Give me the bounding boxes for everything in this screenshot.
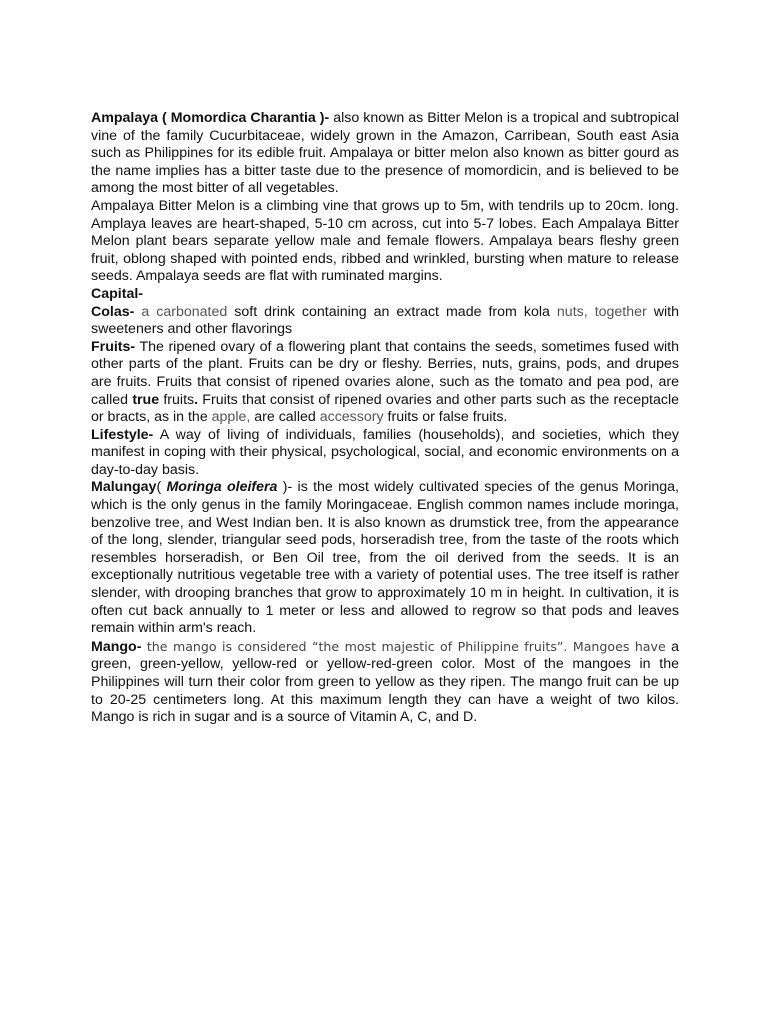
fruits-text-4: are called [250, 409, 320, 426]
entry-ampalaya [91, 110, 679, 198]
entry-colas [91, 304, 679, 339]
malungay-text: )- is the most widely cultivated species of the genus Moringa, which is the only genus in the family Moringaceae. English common names include moringa, benzolive tree, and West Indian ben. It is also known as drumstick tree, from the appearance of the long, slender, triangular seed pods, horseradish tree, from the taste of the roots which resembles horseradish, or Ben Oil tree, from the oil derived from the seeds. It is an exceptionally nutritious vegetable tree with a variety of potential uses. The tree itself is rather slender, with drooping branches that grow to approximately 10 m in height. In cultivation, it is often cut back annually to 1 meter or less and allowed to regrow so that pods and leaves remain within arm's reach. [91, 479, 679, 637]
entry-mango [91, 638, 679, 727]
lifestyle-text: A way of living of individuals, families (households), and societies, which they manifest in coping with their physical, psychological, social, and economic environments on a day-to-day basis. [91, 426, 679, 478]
document-page [91, 110, 679, 727]
malungay-scientific-name: Moringa oleifera [166, 479, 278, 496]
term-malungay: Malungay [91, 479, 157, 496]
fruits-text-3: Fruits that consist of ripened ovaries and other parts such as the receptacle or bracts, as in the [91, 391, 679, 426]
fruits-text-5: fruits or false fruits. [383, 409, 508, 426]
fruits-text: The ripened ovary of a flowering plant that contains the seeds, sometimes fused with other parts of the plant. Fruits can be dry or fleshy. Berries, nuts, grains, pods, and drupes are fruits. Fruits that consist of ripened ovaries alone, such as the tomato and pea pod, are called [91, 338, 679, 408]
fruits-link-apple: apple, [211, 409, 251, 426]
fruits-true: true [132, 391, 160, 408]
entry-fruits [91, 339, 679, 427]
colas-link-nuts: nuts, together [556, 303, 647, 320]
colas-text-end: with sweeteners and other flavorings [91, 303, 680, 338]
mango-text: a green, green-yellow, yellow-red or yellow-red-green color. Most of the mangoes in the Philippines will turn their color from green to yellow as they ripen. The mango fruit can be up to 20-25 centimeters long. At this maximum length they can have a weight of two kilos. Mango is rich in sugar and is a source of Vitamin A, C, and D. [91, 638, 679, 726]
mango-quote-text: the mango is considered “the most majestic of Philippine fruits”. Mangoes have [141, 638, 666, 654]
entry-lifestyle [91, 427, 679, 480]
term-fruits: Fruits- [91, 338, 136, 355]
entry-ampalaya-continued: Ampalaya Bitter Melon is a climbing vine that grows up to 5m, with tendrils up to 20cm. long. Amplaya leaves are heart-shaped, 5-10 cm across, cut into 5-7 lobes. Each Ampalaya Bitter Melon plant bears separate yellow male and female flowers. Ampalaya bears fleshy green fruit, oblong shaped with pointed ends, ribbed and wrinkled, bursting when mature to release seeds. Ampalaya seeds are flat with ruminated margins. [91, 197, 679, 285]
term-colas: Colas- [91, 303, 135, 320]
fruits-link-accessory: accessory [319, 409, 384, 426]
entry-malungay [91, 479, 679, 637]
term-capital: Capital- [91, 285, 144, 302]
colas-link-carbonated: a carbonated [134, 303, 228, 320]
fruits-period: . [194, 391, 199, 408]
ampalaya-description: also known as Bitter Melon is a tropical and subtropical vine of the family Cucurbitaceae, widely grown in the Amazon, Carribean, South east Asia such as Philippines for its edible fruit. Ampalaya or bitter melon also known as bitter gourd as the name implies has a bitter taste due to the presence of momordicin, and is believed to be among the most bitter of all vegetables. [91, 110, 679, 197]
term-ampalaya: Ampalaya ( Momordica Charantia )- [91, 110, 330, 126]
term-lifestyle: Lifestyle- [91, 426, 154, 443]
term-mango: Mango- [91, 638, 142, 655]
entry-capital [91, 286, 679, 304]
colas-text: soft drink containing an extract made from kola [227, 303, 557, 320]
fruits-text-2: fruits [159, 391, 195, 408]
malungay-paren: ( [156, 479, 167, 496]
